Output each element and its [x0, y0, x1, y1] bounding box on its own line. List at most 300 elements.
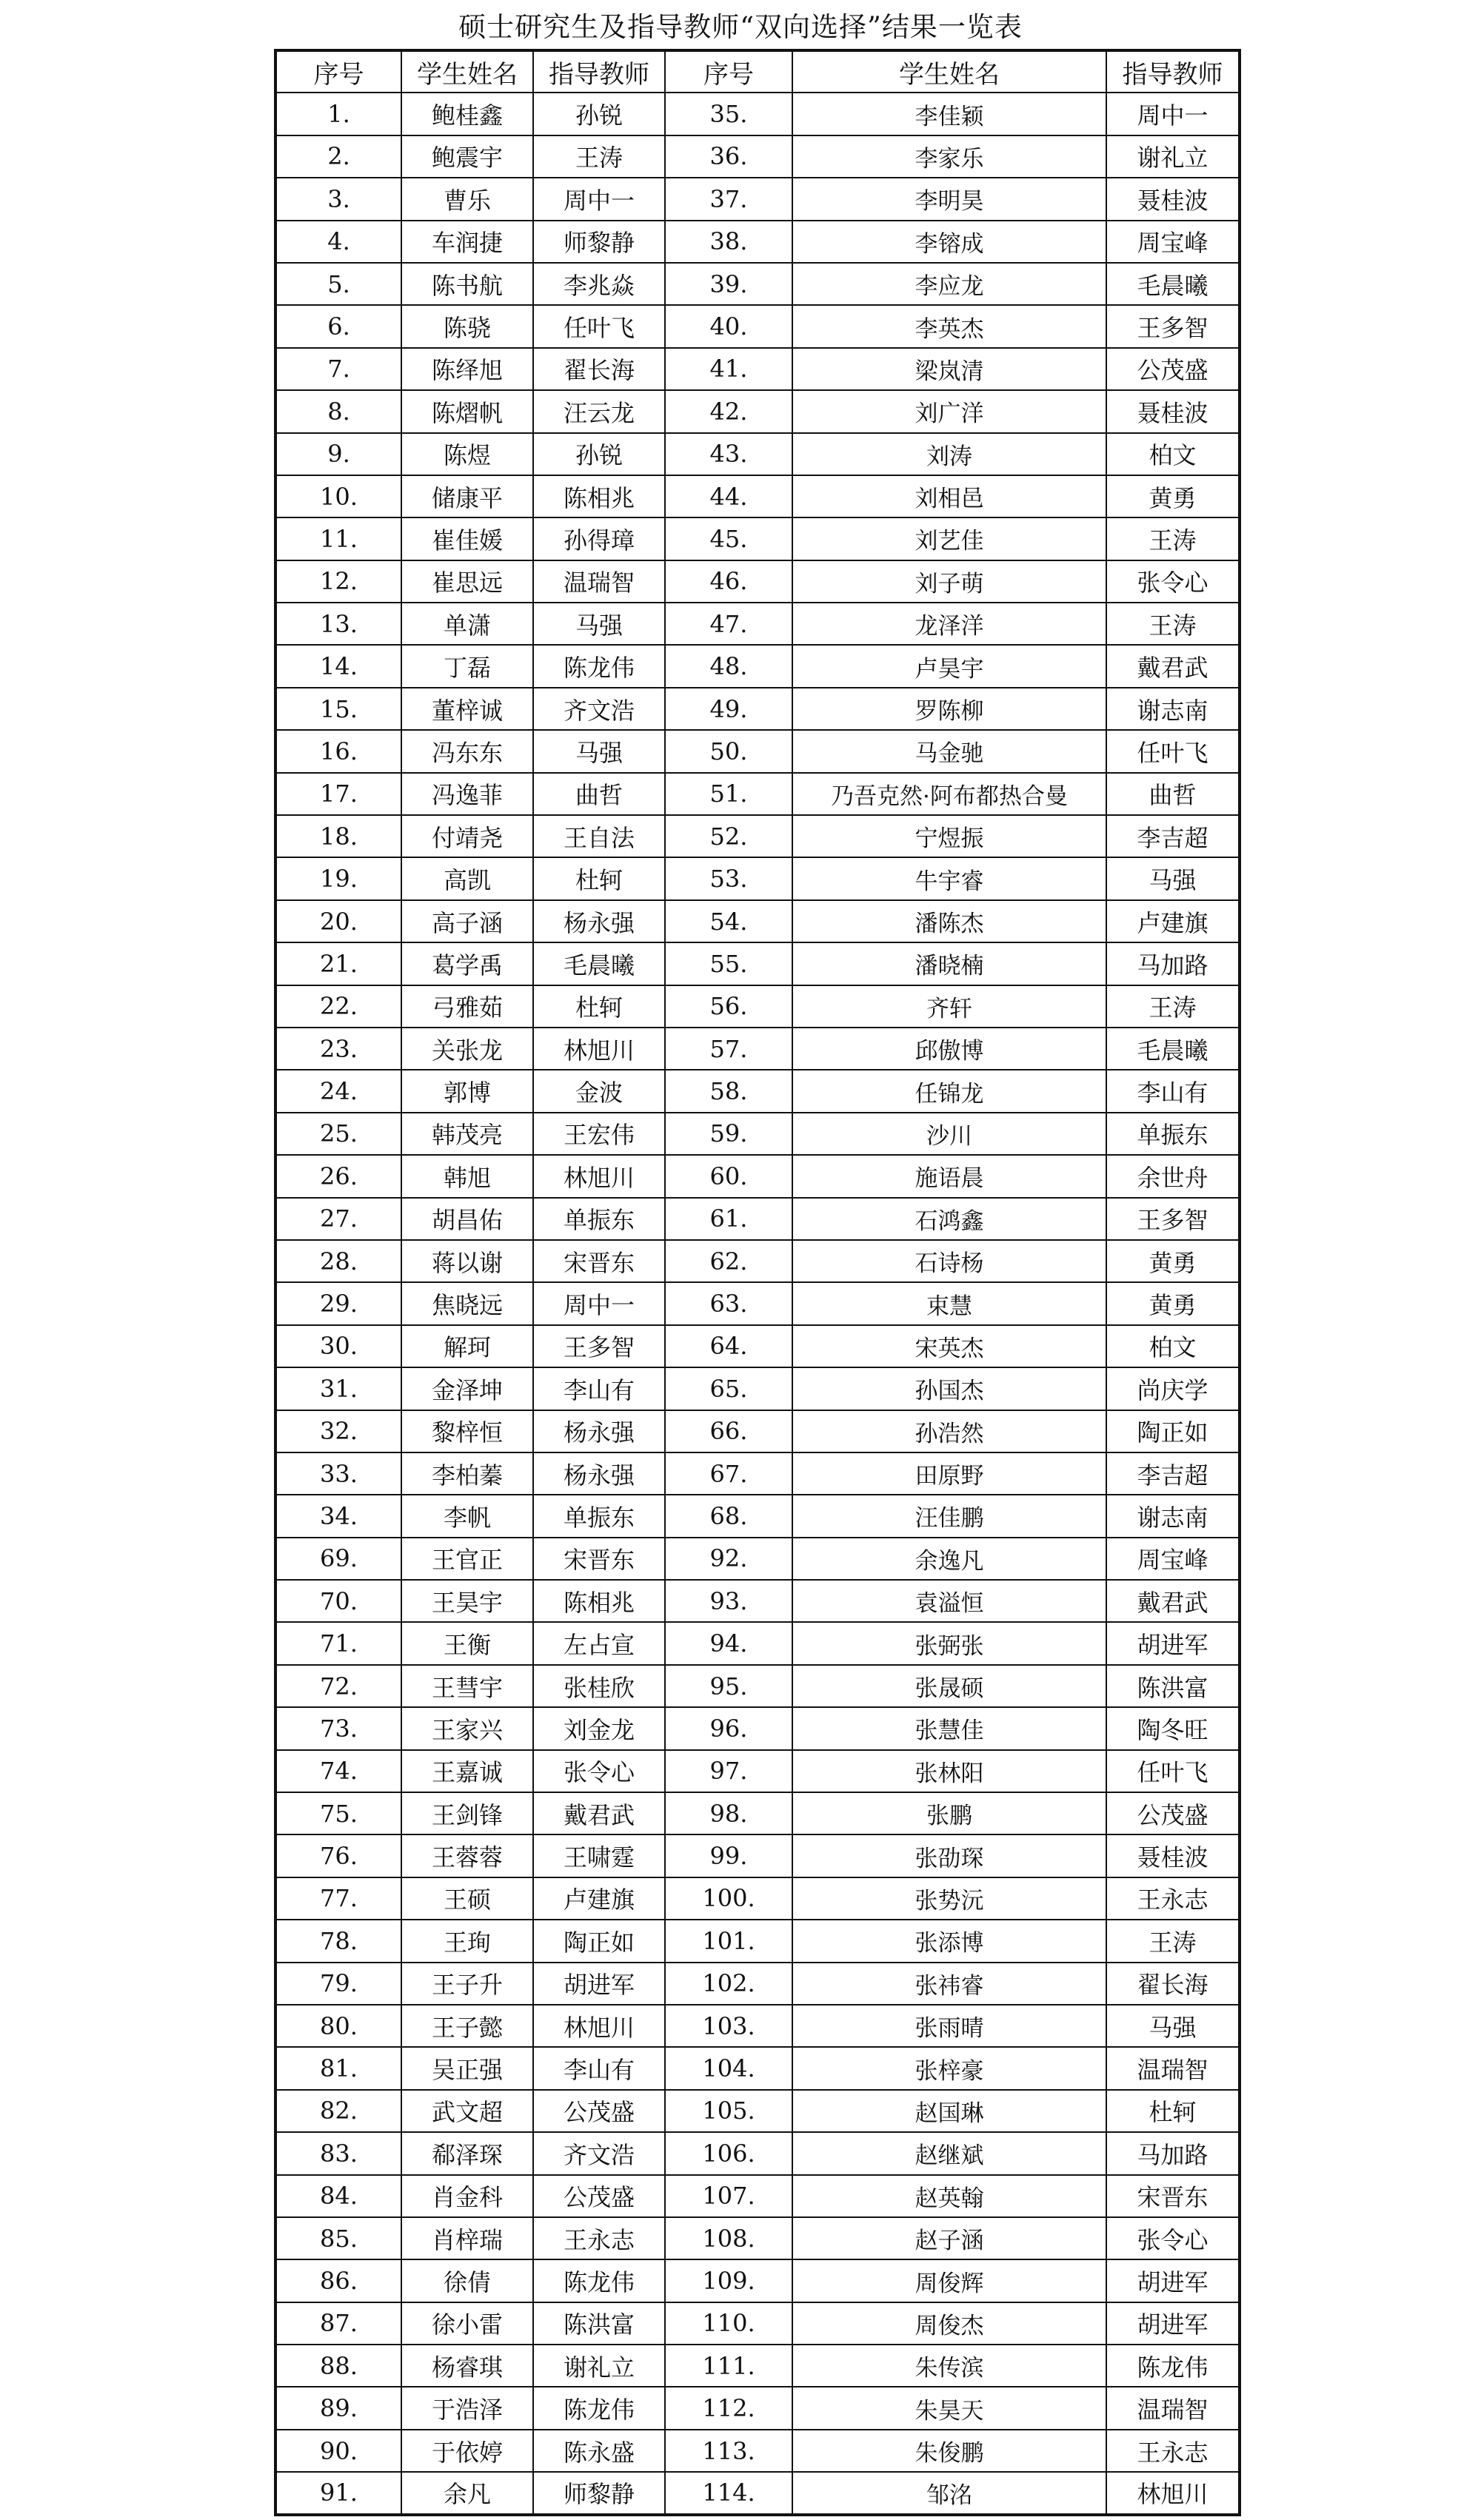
cell-serial-right: 49.	[665, 688, 792, 730]
page-title: 硕士研究生及指导教师“双向选择”结果一览表	[458, 11, 1023, 43]
table-row	[275, 1325, 1240, 1367]
cell-advisor-right: 马强	[1106, 2005, 1240, 2047]
cell-serial-left: 27.	[275, 1198, 401, 1240]
cell-student-right: 马金驰	[792, 730, 1106, 772]
cell-student-right: 任锦龙	[792, 1070, 1106, 1112]
cell-student-right: 张祎睿	[792, 1963, 1106, 2005]
cell-advisor-right: 黄勇	[1106, 475, 1240, 517]
cell-advisor-right: 王涛	[1106, 985, 1240, 1028]
cell-advisor-right: 谢礼立	[1106, 135, 1240, 178]
cell-advisor-right: 王涛	[1106, 603, 1240, 645]
cell-student-left: 肖梓瑞	[401, 2217, 533, 2259]
cell-advisor-right: 温瑞智	[1106, 2047, 1240, 2089]
cell-advisor-right: 杜轲	[1106, 2090, 1240, 2132]
header-serial-left: 序号	[275, 50, 401, 93]
cell-student-right: 张添博	[792, 1920, 1106, 1962]
cell-advisor-left: 周中一	[533, 178, 665, 220]
cell-serial-right: 109.	[665, 2259, 792, 2302]
cell-student-right: 沙川	[792, 1113, 1106, 1155]
cell-student-left: 王子懿	[401, 2005, 533, 2047]
cell-serial-right: 108.	[665, 2217, 792, 2259]
table-row	[275, 1113, 1240, 1155]
cell-serial-right: 54.	[665, 900, 792, 942]
cell-student-left: 冯东东	[401, 730, 533, 772]
cell-student-right: 田原野	[792, 1452, 1106, 1495]
cell-student-right: 齐轩	[792, 985, 1106, 1028]
cell-student-left: 曹乐	[401, 178, 533, 220]
cell-advisor-left: 杜轲	[533, 985, 665, 1028]
cell-student-right: 施语晨	[792, 1155, 1106, 1197]
cell-student-left: 郭博	[401, 1070, 533, 1112]
table-row	[275, 560, 1240, 603]
table-row	[275, 1495, 1240, 1537]
cell-student-left: 鲍桂鑫	[401, 93, 533, 135]
cell-advisor-left: 陈相兆	[533, 475, 665, 517]
table-row	[275, 2005, 1240, 2047]
cell-advisor-left: 张桂欣	[533, 1665, 665, 1707]
cell-student-left: 陈骁	[401, 305, 533, 347]
cell-student-left: 焦晓远	[401, 1282, 533, 1324]
cell-advisor-left: 左占宣	[533, 1622, 665, 1664]
cell-student-right: 张慧佳	[792, 1707, 1106, 1749]
cell-student-left: 冯逸菲	[401, 773, 533, 815]
cell-advisor-right: 公茂盛	[1106, 1792, 1240, 1834]
table-row	[275, 2259, 1240, 2302]
cell-advisor-right: 张令心	[1106, 2217, 1240, 2259]
cell-serial-right: 48.	[665, 645, 792, 687]
cell-advisor-left: 孙锐	[533, 433, 665, 475]
cell-student-right: 余逸凡	[792, 1538, 1106, 1580]
cell-serial-left: 4.	[275, 221, 401, 263]
cell-serial-left: 33.	[275, 1452, 401, 1495]
cell-serial-right: 101.	[665, 1920, 792, 1962]
table-row	[275, 390, 1240, 432]
cell-advisor-left: 谢礼立	[533, 2345, 665, 2387]
table-row	[275, 1240, 1240, 1282]
cell-student-right: 张劭琛	[792, 1834, 1106, 1877]
cell-serial-right: 51.	[665, 773, 792, 815]
cell-serial-left: 90.	[275, 2430, 401, 2472]
cell-student-right: 袁溢恒	[792, 1580, 1106, 1622]
cell-advisor-left: 师黎静	[533, 221, 665, 263]
cell-advisor-left: 陈洪富	[533, 2302, 665, 2345]
table-row	[275, 645, 1240, 687]
cell-serial-left: 6.	[275, 305, 401, 347]
cell-student-left: 付靖尧	[401, 815, 533, 857]
cell-advisor-left: 陈龙伟	[533, 2387, 665, 2429]
cell-student-left: 王昊宇	[401, 1580, 533, 1622]
cell-serial-right: 66.	[665, 1410, 792, 1452]
cell-serial-left: 14.	[275, 645, 401, 687]
cell-serial-left: 89.	[275, 2387, 401, 2429]
cell-advisor-right: 柏文	[1106, 1325, 1240, 1367]
cell-serial-right: 67.	[665, 1452, 792, 1495]
cell-student-left: 陈书航	[401, 263, 533, 305]
cell-student-right: 张鹏	[792, 1792, 1106, 1834]
cell-advisor-right: 李吉超	[1106, 815, 1240, 857]
table-row	[275, 1538, 1240, 1580]
cell-student-right: 张梓豪	[792, 2047, 1106, 2089]
cell-serial-left: 1.	[275, 93, 401, 135]
cell-serial-right: 94.	[665, 1622, 792, 1664]
cell-serial-left: 70.	[275, 1580, 401, 1622]
cell-serial-right: 50.	[665, 730, 792, 772]
cell-student-right: 刘艺佳	[792, 517, 1106, 560]
table-row	[275, 263, 1240, 305]
cell-serial-right: 106.	[665, 2132, 792, 2174]
cell-serial-left: 83.	[275, 2132, 401, 2174]
cell-student-right: 邹洺	[792, 2472, 1106, 2514]
cell-serial-left: 74.	[275, 1750, 401, 1792]
cell-advisor-right: 马加路	[1106, 942, 1240, 985]
cell-advisor-left: 陈龙伟	[533, 2259, 665, 2302]
header-student-right: 学生姓名	[792, 50, 1106, 93]
cell-serial-left: 84.	[275, 2175, 401, 2217]
cell-advisor-left: 张令心	[533, 1750, 665, 1792]
cell-advisor-left: 孙得璋	[533, 517, 665, 560]
cell-student-left: 王剑锋	[401, 1792, 533, 1834]
cell-student-right: 李英杰	[792, 305, 1106, 347]
cell-student-left: 徐倩	[401, 2259, 533, 2302]
cell-student-left: 王彗宇	[401, 1665, 533, 1707]
cell-student-left: 徐小雷	[401, 2302, 533, 2345]
cell-student-left: 黎梓恒	[401, 1410, 533, 1452]
cell-serial-right: 99.	[665, 1834, 792, 1877]
cell-advisor-left: 杨永强	[533, 1452, 665, 1495]
cell-advisor-right: 公茂盛	[1106, 348, 1240, 390]
cell-advisor-right: 卢建旗	[1106, 900, 1240, 942]
header-serial-right: 序号	[665, 50, 792, 93]
cell-advisor-right: 王多智	[1106, 1198, 1240, 1240]
cell-advisor-right: 柏文	[1106, 433, 1240, 475]
cell-serial-right: 40.	[665, 305, 792, 347]
cell-advisor-left: 马强	[533, 730, 665, 772]
cell-student-right: 孙浩然	[792, 1410, 1106, 1452]
cell-student-right: 李佳颖	[792, 93, 1106, 135]
cell-student-right: 乃吾克然·阿布都热合曼	[792, 773, 1106, 815]
cell-serial-left: 9.	[275, 433, 401, 475]
cell-serial-left: 7.	[275, 348, 401, 390]
cell-student-left: 鲍震宇	[401, 135, 533, 178]
cell-student-right: 龙泽洋	[792, 603, 1106, 645]
cell-student-left: 郗泽琛	[401, 2132, 533, 2174]
cell-student-right: 周俊杰	[792, 2302, 1106, 2345]
cell-serial-right: 58.	[665, 1070, 792, 1112]
cell-advisor-right: 周宝峰	[1106, 1538, 1240, 1580]
cell-serial-left: 80.	[275, 2005, 401, 2047]
cell-student-left: 金泽坤	[401, 1367, 533, 1410]
cell-advisor-right: 林旭川	[1106, 2472, 1240, 2514]
cell-student-left: 王子升	[401, 1963, 533, 2005]
cell-student-left: 高凯	[401, 857, 533, 899]
cell-serial-right: 42.	[665, 390, 792, 432]
cell-serial-right: 44.	[665, 475, 792, 517]
table-row	[275, 433, 1240, 475]
cell-serial-left: 85.	[275, 2217, 401, 2259]
cell-advisor-right: 尚庆学	[1106, 1367, 1240, 1410]
cell-advisor-left: 杨永强	[533, 1410, 665, 1452]
cell-advisor-right: 胡进军	[1106, 2302, 1240, 2345]
cell-serial-left: 22.	[275, 985, 401, 1028]
cell-advisor-right: 马强	[1106, 857, 1240, 899]
cell-advisor-left: 王啸霆	[533, 1834, 665, 1877]
cell-student-right: 刘子萌	[792, 560, 1106, 603]
cell-advisor-left: 师黎静	[533, 2472, 665, 2514]
table-row	[275, 900, 1240, 942]
table-row	[275, 1155, 1240, 1197]
cell-serial-right: 35.	[665, 93, 792, 135]
cell-serial-right: 95.	[665, 1665, 792, 1707]
cell-advisor-left: 王宏伟	[533, 1113, 665, 1155]
cell-advisor-right: 王涛	[1106, 517, 1240, 560]
cell-student-left: 蒋以谢	[401, 1240, 533, 1282]
cell-student-right: 朱传滨	[792, 2345, 1106, 2387]
table-row	[275, 730, 1240, 772]
cell-student-right: 刘广洋	[792, 390, 1106, 432]
table-row	[275, 1792, 1240, 1834]
table-row	[275, 2387, 1240, 2429]
cell-serial-right: 114.	[665, 2472, 792, 2514]
cell-student-left: 杨睿琪	[401, 2345, 533, 2387]
table-row	[275, 942, 1240, 985]
cell-advisor-left: 林旭川	[533, 1028, 665, 1070]
cell-student-right: 石鸿鑫	[792, 1198, 1106, 1240]
cell-student-right: 赵国琳	[792, 2090, 1106, 2132]
cell-serial-left: 69.	[275, 1538, 401, 1580]
cell-serial-right: 59.	[665, 1113, 792, 1155]
cell-advisor-left: 汪云龙	[533, 390, 665, 432]
cell-student-left: 关张龙	[401, 1028, 533, 1070]
table-row	[275, 1410, 1240, 1452]
cell-serial-right: 92.	[665, 1538, 792, 1580]
cell-serial-right: 105.	[665, 2090, 792, 2132]
cell-student-left: 丁磊	[401, 645, 533, 687]
cell-serial-left: 31.	[275, 1367, 401, 1410]
cell-student-right: 卢昊宇	[792, 645, 1106, 687]
cell-serial-left: 23.	[275, 1028, 401, 1070]
cell-serial-right: 110.	[665, 2302, 792, 2345]
cell-advisor-right: 毛晨曦	[1106, 263, 1240, 305]
cell-student-right: 张弼张	[792, 1622, 1106, 1664]
cell-student-left: 陈绎旭	[401, 348, 533, 390]
cell-student-left: 葛学禹	[401, 942, 533, 985]
cell-advisor-right: 任叶飞	[1106, 1750, 1240, 1792]
cell-serial-left: 26.	[275, 1155, 401, 1197]
cell-student-right: 宋英杰	[792, 1325, 1106, 1367]
cell-advisor-right: 周中一	[1106, 93, 1240, 135]
cell-student-right: 李应龙	[792, 263, 1106, 305]
cell-serial-left: 32.	[275, 1410, 401, 1452]
cell-serial-left: 87.	[275, 2302, 401, 2345]
table-row	[275, 348, 1240, 390]
cell-serial-right: 61.	[665, 1198, 792, 1240]
table-row	[275, 1028, 1240, 1070]
cell-student-right: 张林阳	[792, 1750, 1106, 1792]
table-row	[275, 178, 1240, 220]
cell-serial-left: 75.	[275, 1792, 401, 1834]
cell-serial-right: 100.	[665, 1877, 792, 1920]
table-row	[275, 1877, 1240, 1920]
cell-serial-right: 43.	[665, 433, 792, 475]
cell-student-right: 牛宇睿	[792, 857, 1106, 899]
cell-serial-left: 25.	[275, 1113, 401, 1155]
cell-advisor-right: 温瑞智	[1106, 2387, 1240, 2429]
cell-advisor-right: 翟长海	[1106, 1963, 1240, 2005]
cell-advisor-left: 杨永强	[533, 900, 665, 942]
cell-student-right: 李明昊	[792, 178, 1106, 220]
cell-student-left: 储康平	[401, 475, 533, 517]
cell-student-right: 赵子涵	[792, 2217, 1106, 2259]
cell-student-left: 韩旭	[401, 1155, 533, 1197]
cell-student-right: 赵英翰	[792, 2175, 1106, 2217]
cell-serial-right: 53.	[665, 857, 792, 899]
cell-serial-right: 97.	[665, 1750, 792, 1792]
cell-advisor-left: 齐文浩	[533, 2132, 665, 2174]
table-header-row	[275, 50, 1240, 93]
cell-advisor-left: 李山有	[533, 1367, 665, 1410]
cell-advisor-left: 孙锐	[533, 93, 665, 135]
cell-advisor-right: 戴君武	[1106, 645, 1240, 687]
cell-advisor-left: 刘金龙	[533, 1707, 665, 1749]
cell-student-right: 张雨晴	[792, 2005, 1106, 2047]
cell-student-right: 梁岚清	[792, 348, 1106, 390]
cell-student-right: 石诗杨	[792, 1240, 1106, 1282]
cell-serial-left: 88.	[275, 2345, 401, 2387]
cell-student-right: 刘涛	[792, 433, 1106, 475]
cell-advisor-left: 曲哲	[533, 773, 665, 815]
cell-serial-left: 81.	[275, 2047, 401, 2089]
cell-advisor-right: 王涛	[1106, 1920, 1240, 1962]
cell-advisor-right: 毛晨曦	[1106, 1028, 1240, 1070]
cell-advisor-right: 王多智	[1106, 305, 1240, 347]
cell-serial-right: 46.	[665, 560, 792, 603]
cell-student-left: 王家兴	[401, 1707, 533, 1749]
cell-advisor-left: 温瑞智	[533, 560, 665, 603]
cell-advisor-left: 李兆焱	[533, 263, 665, 305]
table-row	[275, 1198, 1240, 1240]
cell-serial-left: 24.	[275, 1070, 401, 1112]
cell-student-left: 于依婷	[401, 2430, 533, 2472]
table-row	[275, 1367, 1240, 1410]
cell-serial-left: 20.	[275, 900, 401, 942]
cell-advisor-left: 王涛	[533, 135, 665, 178]
cell-serial-left: 29.	[275, 1282, 401, 1324]
cell-serial-left: 19.	[275, 857, 401, 899]
cell-advisor-left: 陶正如	[533, 1920, 665, 1962]
cell-student-right: 周俊辉	[792, 2259, 1106, 2302]
cell-student-left: 李帆	[401, 1495, 533, 1537]
cell-student-right: 邱傲博	[792, 1028, 1106, 1070]
cell-serial-right: 38.	[665, 221, 792, 263]
table-row	[275, 1963, 1240, 2005]
cell-serial-right: 52.	[665, 815, 792, 857]
cell-serial-left: 10.	[275, 475, 401, 517]
table-row	[275, 2472, 1240, 2514]
table-row	[275, 475, 1240, 517]
cell-advisor-left: 陈相兆	[533, 1580, 665, 1622]
table-body	[275, 93, 1240, 2514]
cell-advisor-left: 王自法	[533, 815, 665, 857]
table-row	[275, 1834, 1240, 1877]
cell-student-right: 宁煜振	[792, 815, 1106, 857]
table-row	[275, 857, 1240, 899]
table-row	[275, 2132, 1240, 2174]
cell-advisor-right: 曲哲	[1106, 773, 1240, 815]
cell-student-left: 陈熠帆	[401, 390, 533, 432]
table-row	[275, 517, 1240, 560]
cell-advisor-left: 毛晨曦	[533, 942, 665, 985]
cell-serial-right: 60.	[665, 1155, 792, 1197]
cell-serial-left: 78.	[275, 1920, 401, 1962]
cell-advisor-left: 胡进军	[533, 1963, 665, 2005]
cell-serial-right: 103.	[665, 2005, 792, 2047]
cell-serial-left: 17.	[275, 773, 401, 815]
cell-advisor-right: 余世舟	[1106, 1155, 1240, 1197]
table-row	[275, 2217, 1240, 2259]
cell-serial-right: 102.	[665, 1963, 792, 2005]
table-row	[275, 2302, 1240, 2345]
cell-advisor-right: 李山有	[1106, 1070, 1240, 1112]
cell-advisor-left: 林旭川	[533, 2005, 665, 2047]
cell-student-left: 韩茂亮	[401, 1113, 533, 1155]
cell-advisor-right: 陶冬旺	[1106, 1707, 1240, 1749]
cell-serial-left: 8.	[275, 390, 401, 432]
cell-serial-right: 107.	[665, 2175, 792, 2217]
cell-student-right: 孙国杰	[792, 1367, 1106, 1410]
cell-student-left: 王嘉诚	[401, 1750, 533, 1792]
table-row	[275, 1707, 1240, 1749]
cell-advisor-right: 马加路	[1106, 2132, 1240, 2174]
cell-student-left: 陈煜	[401, 433, 533, 475]
cell-advisor-right: 周宝峰	[1106, 221, 1240, 263]
cell-student-right: 汪佳鹏	[792, 1495, 1106, 1537]
cell-serial-left: 34.	[275, 1495, 401, 1537]
cell-student-left: 高子涵	[401, 900, 533, 942]
cell-advisor-left: 公茂盛	[533, 2175, 665, 2217]
table-row	[275, 815, 1240, 857]
cell-serial-right: 39.	[665, 263, 792, 305]
cell-student-right: 张晟硕	[792, 1665, 1106, 1707]
cell-advisor-left: 戴君武	[533, 1792, 665, 1834]
cell-serial-right: 56.	[665, 985, 792, 1028]
cell-advisor-right: 单振东	[1106, 1113, 1240, 1155]
table-row	[275, 2430, 1240, 2472]
cell-student-right: 赵继斌	[792, 2132, 1106, 2174]
cell-advisor-right: 胡进军	[1106, 2259, 1240, 2302]
table-row	[275, 1750, 1240, 1792]
cell-serial-right: 96.	[665, 1707, 792, 1749]
table-row	[275, 603, 1240, 645]
cell-serial-left: 21.	[275, 942, 401, 985]
cell-student-left: 董梓诚	[401, 688, 533, 730]
table-row	[275, 1282, 1240, 1324]
cell-student-left: 余凡	[401, 2472, 533, 2514]
cell-advisor-left: 卢建旗	[533, 1877, 665, 1920]
cell-serial-left: 82.	[275, 2090, 401, 2132]
results-table	[274, 49, 1241, 2516]
table-row	[275, 773, 1240, 815]
cell-student-left: 王官正	[401, 1538, 533, 1580]
table-row	[275, 93, 1240, 135]
cell-serial-right: 93.	[665, 1580, 792, 1622]
cell-serial-left: 11.	[275, 517, 401, 560]
cell-advisor-left: 任叶飞	[533, 305, 665, 347]
cell-serial-right: 37.	[665, 178, 792, 220]
cell-advisor-left: 杜轲	[533, 857, 665, 899]
cell-serial-left: 30.	[275, 1325, 401, 1367]
table-row	[275, 305, 1240, 347]
cell-student-left: 肖金科	[401, 2175, 533, 2217]
